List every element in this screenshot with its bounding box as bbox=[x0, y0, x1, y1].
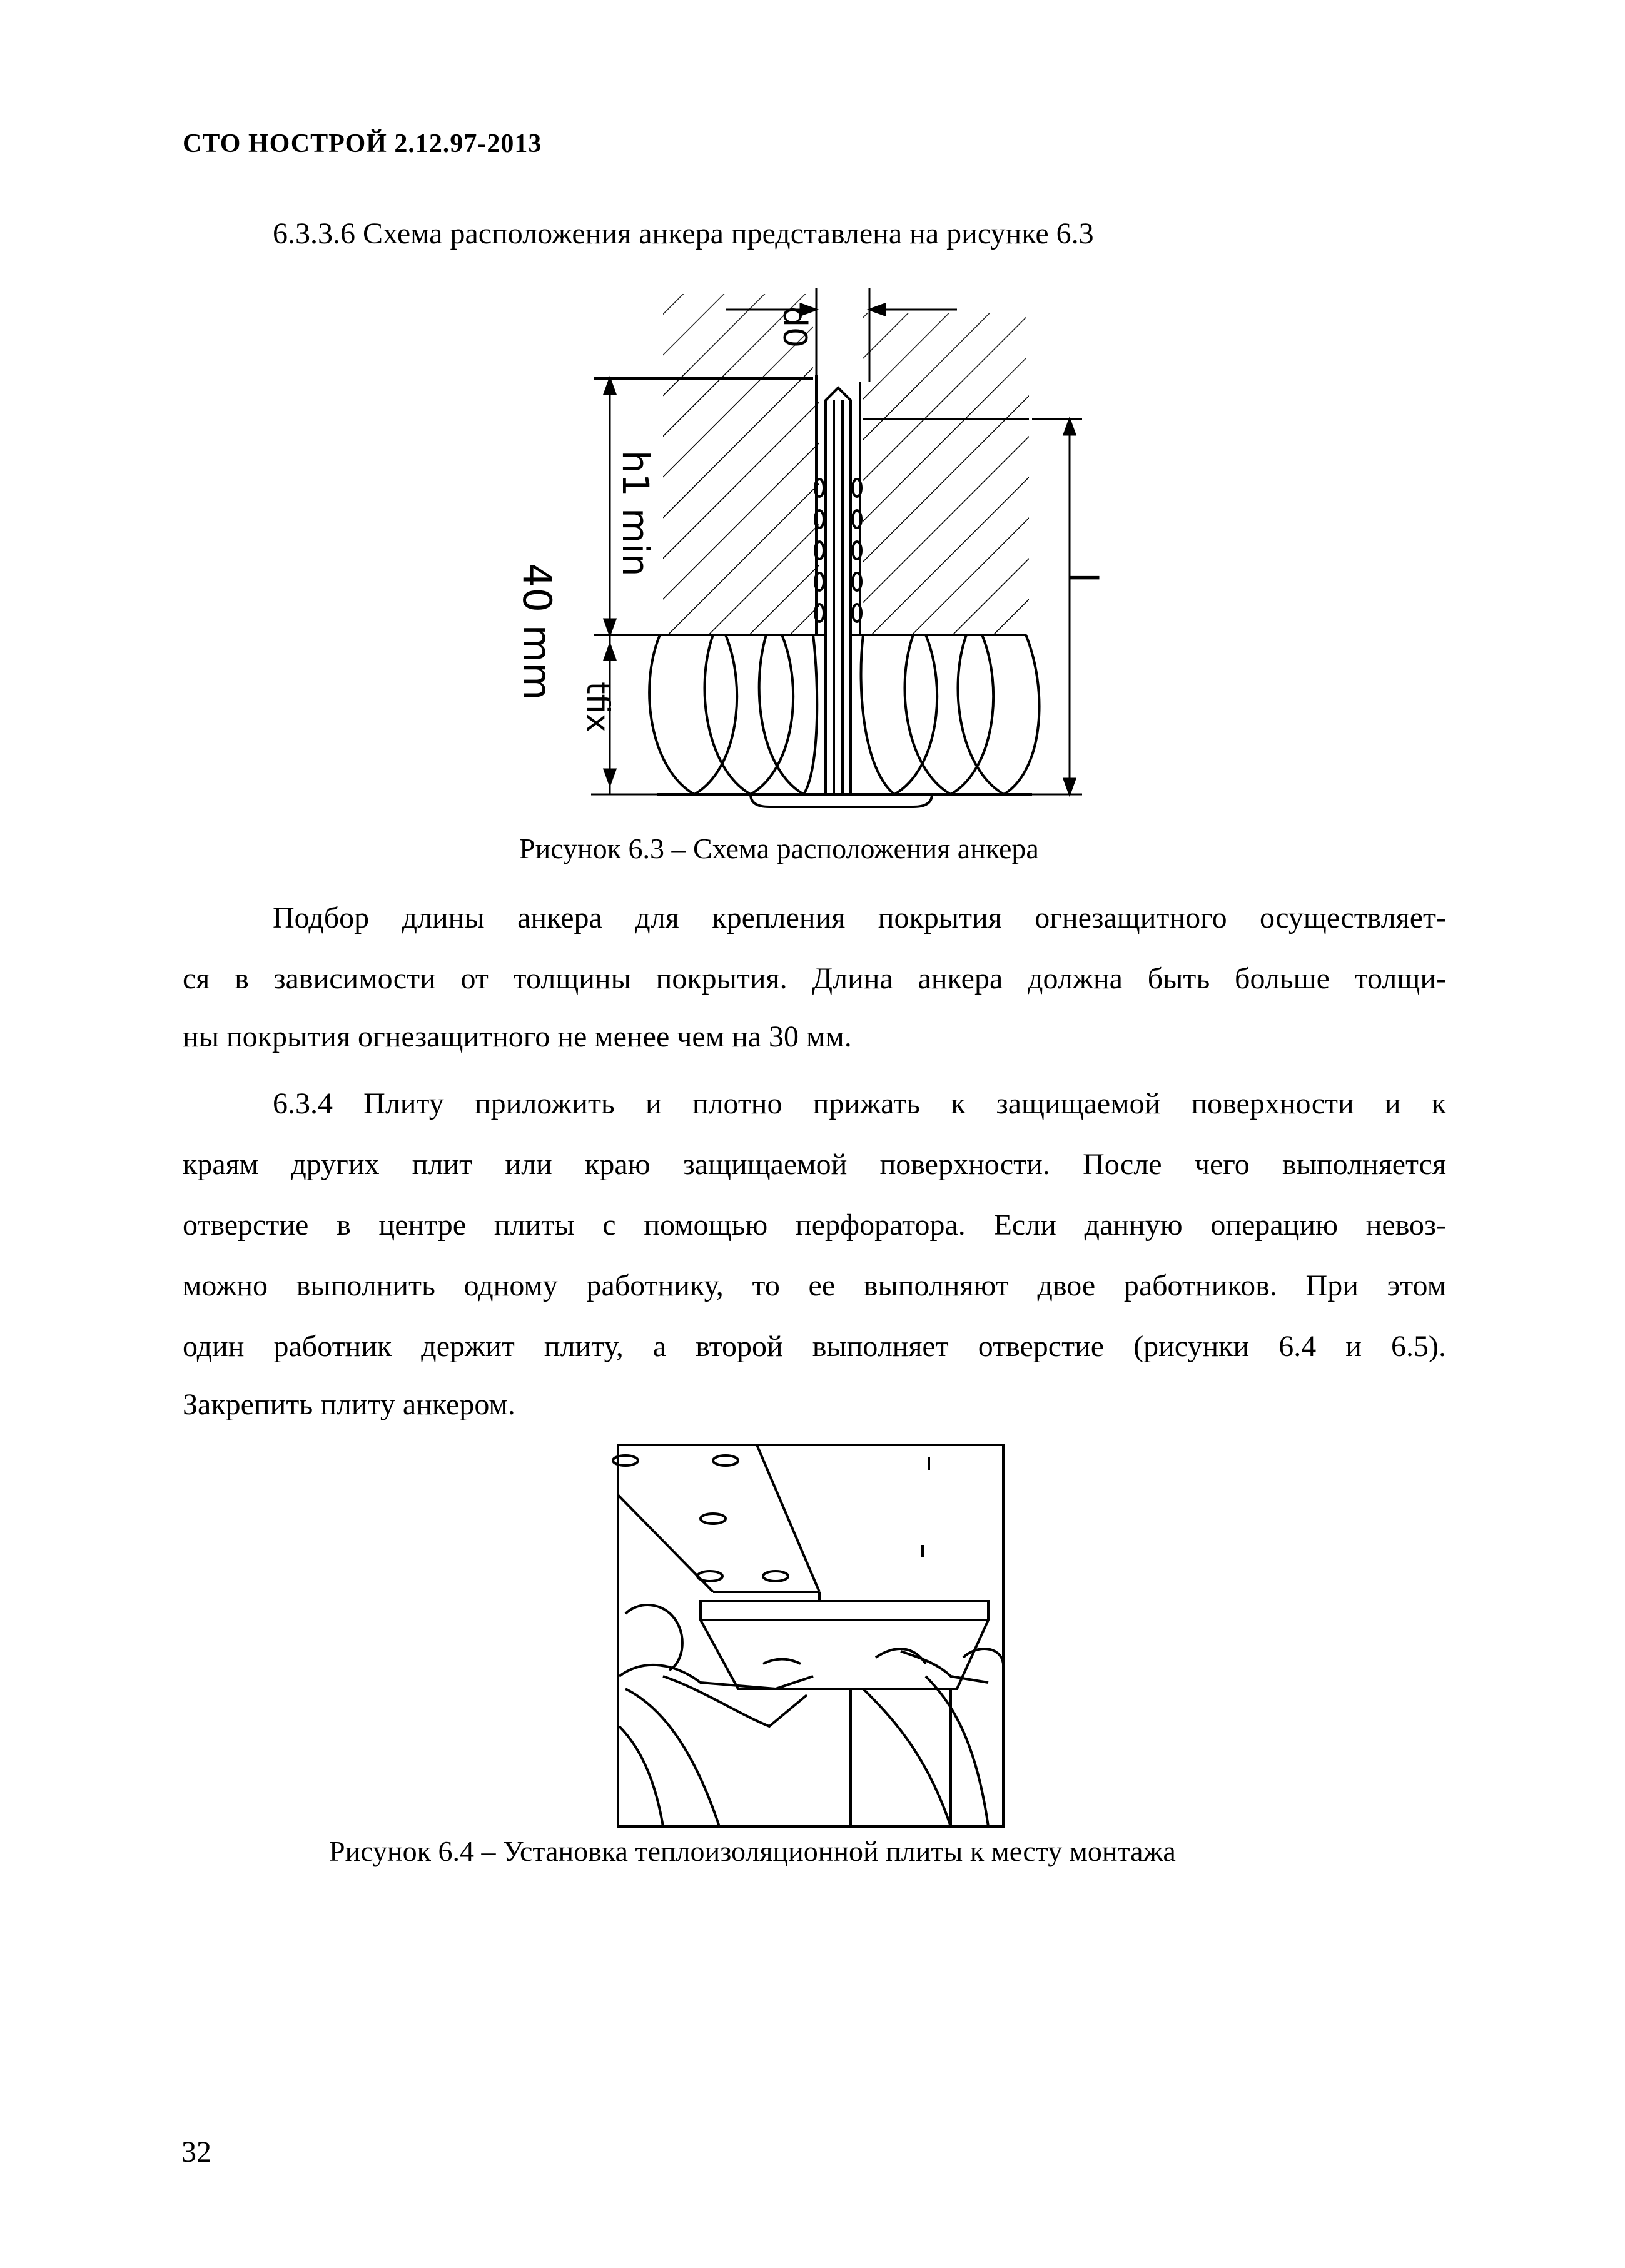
paragraph-2-line-3: отверстие в центре плиты с помощью перфоратора. Если данную операцию невоз- bbox=[183, 1208, 1446, 1242]
label-tfix: tfix bbox=[580, 682, 616, 732]
label-depth-40mm: 40 mm bbox=[514, 563, 560, 701]
label-h1min: h1 min bbox=[614, 450, 657, 577]
document-code-header: СТО НОСТРОЙ 2.12.97-2013 bbox=[183, 129, 542, 158]
page-number: 32 bbox=[181, 2135, 211, 2169]
figure-6-4-caption: Рисунок 6.4 – Установка теплоизоляционной плиты к месту монтажа bbox=[329, 1835, 1176, 1867]
paragraph-1-line-2: ся в зависимости от толщины покрытия. Длина анкера должна быть больше толщи- bbox=[183, 962, 1446, 995]
paragraph-1-line-3: ны покрытия огнезащитного не менее чем на 30 мм. bbox=[183, 1020, 852, 1053]
label-d0: d0 bbox=[776, 306, 813, 348]
paragraph-1-line-1: Подбор длины анкера для крепления покрытия огнезащитного осуществляет- bbox=[273, 901, 1446, 934]
paragraph-2-line-6: Закрепить плиту анкером. bbox=[183, 1388, 515, 1421]
paragraph-2-line-2: краям других плит или краю защищаемой поверхности. После чего выполняется bbox=[183, 1148, 1446, 1181]
section-6-3-3-6-text: 6.3.3.6 Схема расположения анкера представлена на рисунке 6.3 bbox=[273, 217, 1094, 250]
label-l: l bbox=[1060, 572, 1106, 584]
paragraph-2-line-1: 6.3.4 Плиту приложить и плотно прижать к защищаемой поверхности и к bbox=[273, 1087, 1446, 1120]
figure-6-3-caption: Рисунок 6.3 – Схема расположения анкера bbox=[519, 833, 1039, 864]
paragraph-2-line-4: можно выполнить одному работнику, то ее выполняют двое работников. При этом bbox=[183, 1269, 1446, 1302]
paragraph-2-line-5: один работник держит плиту, а второй выполняет отверстие (рисунки 6.4 и 6.5). bbox=[183, 1330, 1446, 1363]
